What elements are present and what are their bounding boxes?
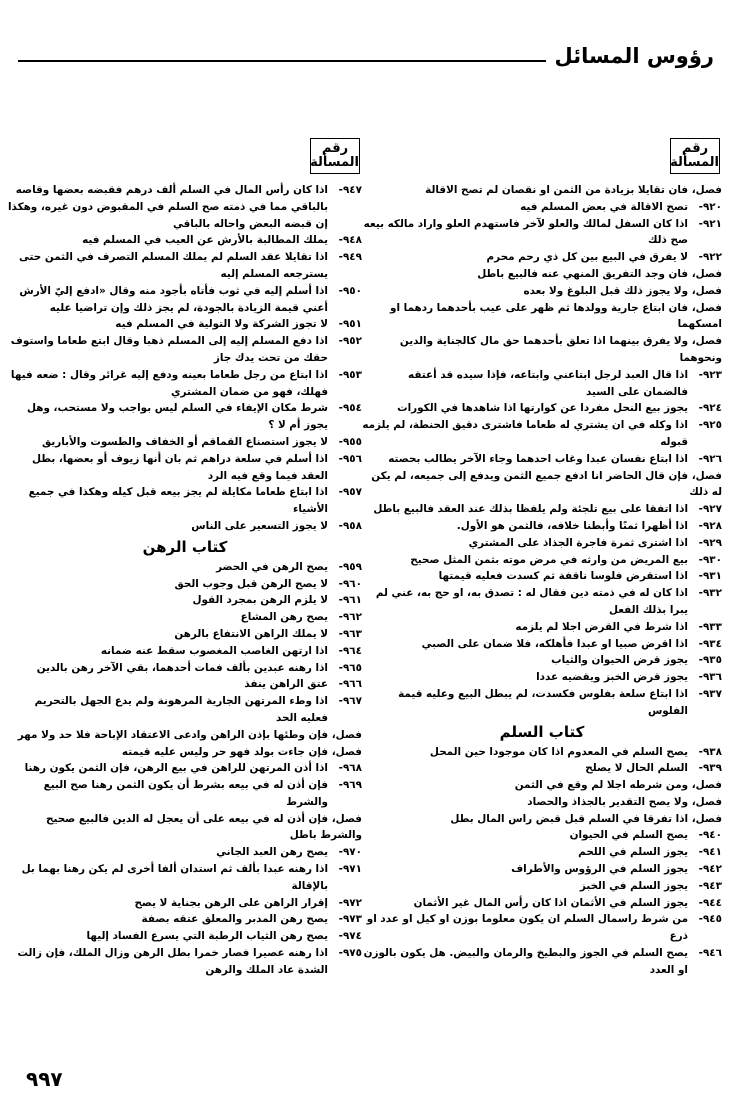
issue-text: فصل، اذا تفرقا في السلم قبل قبض راس المال بطل <box>450 812 722 825</box>
left-column <box>8 138 362 979</box>
issue-entry <box>362 895 722 912</box>
issue-entry <box>362 652 722 669</box>
issue-text: فصل، فإن جاءت بولد فهو حر وليس عليه قيمته <box>121 745 362 758</box>
issue-entry <box>362 945 722 979</box>
issue-number: ٩٥٩- <box>338 560 362 573</box>
issue-entry <box>8 609 362 626</box>
issue-entry <box>8 559 362 576</box>
issue-text: اذا ارتهن الغاصب المغصوب سقط عنه ضمانه <box>100 644 328 657</box>
issue-number: ٩٦٤- <box>338 644 362 657</box>
issue-entry <box>8 928 362 945</box>
issue-subentry <box>362 266 722 283</box>
issue-text: اذا ابتاع سلعة بفلوس فكسدت، لم يبطل البيع وعليه قيمة الفلوس <box>398 687 688 717</box>
issue-text: اذا دفع المسلم إليه إلى المسلم ذهبا وقال ابتع طعاما واستوف حقك من تحت يدك جاز <box>10 335 328 364</box>
issue-number: ٩٤٢- <box>698 863 722 876</box>
issue-number: ٩٥٧- <box>338 486 362 499</box>
issue-text: لا يجوز استصناع القماقم أو الخفاف والطسوت والأباريق <box>41 435 328 448</box>
issue-number: ٩٥٤- <box>338 402 362 415</box>
right-column <box>362 138 722 979</box>
issue-text: يجوز السلم في الرؤوس والأطراف <box>511 863 688 876</box>
issue-entry <box>8 367 362 401</box>
issue-subentry <box>362 283 722 300</box>
issue-text: فصل، ولا يفرق بينهما اذا تعلق بأحدهما حق مال كالجناية والدين ونحوهما <box>399 335 722 364</box>
issue-number: ٩٧٢- <box>338 896 362 909</box>
issue-text: فصل، ولا يصح التقدير بالجذاذ والحصاد <box>527 795 722 808</box>
issue-text: عتق الراهن ينفذ <box>244 678 328 691</box>
issue-subentry <box>8 727 362 744</box>
issue-entry <box>362 501 722 518</box>
issue-number: ٩٦٥- <box>338 661 362 674</box>
issue-number: ٩٧٣- <box>338 913 362 926</box>
issue-entry <box>362 417 722 451</box>
issue-text: اذا كان السفل لمالك والعلو لآخر فاستهدم العلو واراد مالكه بيعه صح ذلك <box>363 217 688 247</box>
issue-entry <box>362 669 722 686</box>
issue-entry <box>8 660 362 677</box>
issue-number: ٩٦٢- <box>338 611 362 624</box>
issue-text: اذا رهنه عبدين بألف فمات أحدهما، بقي الآخر رهن بالدين <box>36 661 328 674</box>
issue-entry <box>362 760 722 777</box>
issue-number: ٩٤٧- <box>338 184 362 196</box>
issue-text: فصل، فإن وطئها بإذن الراهن وادعى الاعتقاد الإباحة فلا حد ولا مهر <box>17 728 362 741</box>
issue-number: ٩٦٦- <box>338 678 362 691</box>
right-entries <box>362 182 722 979</box>
issue-number: ٩٥٨- <box>338 519 362 532</box>
issue-number: ٩٤٩- <box>338 251 362 264</box>
issue-text: يصح السلم في الجوز والبطيخ والرمان والبيض. هل يكون بالوزن او العدد <box>363 947 688 976</box>
issue-entry <box>362 585 722 619</box>
issue-entry <box>8 434 362 451</box>
running-title: رؤوس المسائل <box>554 44 714 68</box>
issue-entry <box>362 911 722 945</box>
header-rule <box>18 60 546 62</box>
issue-text: يصح السلم في الحيوان <box>569 829 688 842</box>
issue-subentry <box>362 182 722 199</box>
issue-number: ٩٦٧- <box>338 695 362 708</box>
issue-entry <box>8 777 362 811</box>
issue-text: فصل، فان تقايلا بزيادة من الثمن او نقصان لم تصح الاقالة <box>425 184 722 196</box>
issue-number-label: رقم المسألة <box>670 138 720 174</box>
issue-text: اذا رهنه عصيرا فصار خمرا بطل الرهن وزال الملك، فإن زالت الشدة عاد الملك والرهن <box>17 947 328 976</box>
issue-number: ٩٢٩- <box>698 536 722 549</box>
issue-text: لا تجوز الشركة ولا التولية في المسلم فيه <box>115 318 328 331</box>
issue-text: يصح السلم في المعدوم اذا كان موجودا حين المحل <box>429 745 688 758</box>
issue-entry <box>362 249 722 266</box>
issue-entry <box>8 249 362 283</box>
issue-number: ٩٦٨- <box>338 762 362 775</box>
issue-number: ٩٧٥- <box>338 947 362 960</box>
issue-subentry <box>362 811 722 828</box>
issue-text: اذا تقايلا عقد السلم لم يملك المسلم التصرف في الثمن حتى يسترجعه المسلم إليه <box>19 251 328 280</box>
issue-number: ٩٤٣- <box>698 879 722 892</box>
issue-entry <box>362 861 722 878</box>
issue-subentry <box>8 744 362 761</box>
issue-subentry <box>362 300 722 334</box>
issue-number: ٩٣٨- <box>698 745 722 758</box>
issue-number: ٩٧١- <box>338 863 362 876</box>
issue-entry <box>362 400 722 417</box>
issue-text: فصل، فإن أذن له في بيعه على أن يعجل له الدين فالبيع صحيح والشرط باطل <box>45 812 362 842</box>
issue-text: اذا ابتاع نفسان عبدا وغاب احدهما وجاء الآخر يطالب بحصته <box>388 452 688 465</box>
issue-entry <box>8 451 362 485</box>
issue-entry <box>8 760 362 777</box>
issue-text: يصح رهن العبد الجاني <box>216 846 328 859</box>
issue-number-label: رقم المسألة <box>310 138 360 174</box>
issue-entry <box>8 643 362 660</box>
issue-text: من شرط راسمال السلم ان يكون معلوما بوزن او كيل او عدد او ذرع <box>366 913 688 943</box>
issue-number: ٩٧٤- <box>338 930 362 943</box>
issue-text: فصل، فان ابتاع جارية وولدها ثم ظهر على عيب بأحدهما ردهما او امسكهما <box>390 301 722 331</box>
issue-text: إقرار الراهن على الرهن بجناية لا يصح <box>134 896 328 909</box>
issue-number: ٩٢٥- <box>698 419 722 432</box>
issue-text: فصل، فإن قال الحاضر انا ادفع جميع الثمن ويدفع إلى جميعه، لم يكن له ذلك <box>371 469 722 499</box>
issue-text: اذا أذن المرتهن للراهن في بيع الرهن، فإن الثمن يكون رهنا <box>24 762 328 775</box>
issue-number: ٩٢٧- <box>698 503 722 516</box>
issue-number: ٩٢٤- <box>698 402 722 415</box>
issue-text: اذا ابتاع طعاما مكايلة لم يجز بيعه قبل كيله وهكذا في جميع الأشياء <box>28 486 328 516</box>
issue-entry <box>362 535 722 552</box>
issue-text: يصح رهن الثياب الرطبة التي يسرع الفساد إليها <box>86 930 328 943</box>
issue-number: ٩٣٢- <box>698 587 722 600</box>
issue-entry <box>8 283 362 317</box>
issue-number: ٩٦١- <box>338 594 362 607</box>
issue-subentry <box>8 811 362 845</box>
issue-text: بيع المريض من وارثه في مرض موته بثمن المثل صحيح <box>410 553 688 566</box>
page-number: ٩٩٧ <box>26 1067 63 1091</box>
issue-text: لا يملك الراهن الانتفاع بالرهن <box>174 627 328 640</box>
issue-number: ٩٣٦- <box>698 671 722 684</box>
issue-number: ٩٦٠- <box>338 577 362 590</box>
issue-text: يصح الرهن في الحضر <box>216 560 328 573</box>
issue-number: ٩٤١- <box>698 846 722 859</box>
issue-number: ٩٣٩- <box>698 762 722 775</box>
issue-entry <box>8 693 362 727</box>
issue-entry <box>8 626 362 643</box>
issue-text: السلم الحال لا يصلح <box>585 762 688 775</box>
issue-text: اذا اتفقا على بيع تلجئة ولم يلفظا بذلك عند العقد فالبيع باطل <box>373 503 688 516</box>
issue-number: ٩٥٥- <box>338 435 362 448</box>
issue-number: ٩٢٦- <box>698 452 722 465</box>
issue-text: لا يصح الرهن قبل وجوب الحق <box>174 577 328 590</box>
issue-text: تصح الاقالة في بعض المسلم فيه <box>520 200 688 213</box>
issue-entry <box>8 911 362 928</box>
left-entries <box>8 182 362 979</box>
issue-entry <box>362 878 722 895</box>
issue-number: ٩٢٣- <box>698 368 722 381</box>
issue-entry <box>362 744 722 761</box>
issue-entry <box>362 636 722 653</box>
issue-number: ٩٣٥- <box>698 654 722 667</box>
issue-text: اذا شرط في القرض اجلا لم يلزمه <box>515 620 688 633</box>
issue-text: اذا ابتاع من رجل طعاما بعينه ودفع إليه غرائر وقال : ضعه فيها فهلك، فهو من ضمان المشتري <box>10 368 328 398</box>
issue-entry <box>8 182 362 232</box>
issue-text: اذا كان له في ذمته دين فقال له : تصدق به، او حج به، عني لم يبرا بذلك الفعل <box>375 587 688 616</box>
issue-text: اذا وطء المرتهن الجارية المرهونة ولم يدع الجهل بالتحريم فعليه الحد <box>34 695 328 724</box>
issue-entry <box>8 895 362 912</box>
issue-number: ٩٤٤- <box>698 896 722 909</box>
issue-text: يصح رهن المشاع <box>240 611 328 624</box>
issue-number: ٩٣٧- <box>698 687 722 700</box>
issue-number: ٩٢٢- <box>698 251 722 264</box>
issue-text: يملك المطالبة بالأرش عن العيب في المسلم فيه <box>82 234 328 247</box>
issue-text: اذا اشترى ثمرة فاجرة الجذاذ على المشتري <box>468 536 688 549</box>
issue-text: يجوز السلم في اللحم <box>578 846 688 859</box>
issue-subentry <box>362 468 722 502</box>
issue-number: ٩٢٠- <box>698 200 722 213</box>
issue-number: ٩٤٠- <box>698 829 722 842</box>
issue-text: لا يلزم الرهن بمجرد القول <box>192 594 328 607</box>
issue-entry <box>362 552 722 569</box>
issue-text: فصل، ومن شرطه اجلا لم وقع في الثمن <box>514 779 722 792</box>
issue-number: ٩٣١- <box>698 570 722 583</box>
issue-text: شرط مكان الإيفاء في السلم ليس بواجب ولا مستحب، وهل يجوز أم لا ؟ <box>26 402 328 432</box>
issue-entry <box>8 945 362 979</box>
issue-subentry <box>362 333 722 367</box>
issue-entry <box>362 451 722 468</box>
issue-text: يجوز قرض الخبز ويقضيه عددا <box>536 671 688 684</box>
issue-entry <box>362 844 722 861</box>
issue-subentry <box>362 777 722 794</box>
issue-text: اذا اقرض صبيا او عبدا فأهلكه، فلا ضمان على الصبي <box>421 637 688 650</box>
issue-text: لا يجوز التسعير على الناس <box>191 519 328 532</box>
issue-entry <box>362 686 722 720</box>
page-header <box>18 38 714 68</box>
issue-entry <box>8 333 362 367</box>
issue-number: ٩٤٥- <box>698 913 722 926</box>
issue-entry <box>362 216 722 250</box>
issue-entry <box>8 676 362 693</box>
issue-number: ٩٥٠- <box>338 284 362 297</box>
issue-number: ٩٣٠- <box>698 553 722 566</box>
issue-entry <box>8 400 362 434</box>
issue-entry <box>8 861 362 895</box>
issue-entry <box>362 199 722 216</box>
issue-number: ٩٤٨- <box>338 234 362 247</box>
issue-number: ٩٥١- <box>338 318 362 331</box>
issue-entry <box>362 367 722 401</box>
issue-number: ٩٥٢- <box>338 335 362 348</box>
issue-text: يصح رهن المدبر والمعلق عتقه بصفة <box>141 913 328 926</box>
issue-entry <box>8 844 362 861</box>
issue-number: ٩٦٩- <box>338 779 362 792</box>
issue-text: اذا رهنه عبدا بألف ثم استدان ألفا أخرى لم يكن رهنا بهما بل بالإقالة <box>21 863 328 892</box>
issue-text: فإن أذن له في بيعه بشرط أن يكون الثمن رهنا صح البيع والشرط <box>43 779 328 808</box>
issue-text: اذا كان رأس المال في السلم ألف درهم فقبضه بعضها وقاصه بالباقي مما في ذمته صح السلم في المقبوض دون غيره، وهكذا إن قبضه البعض واحاله بالباقي <box>8 184 328 230</box>
issue-subentry <box>362 794 722 811</box>
issue-number: ٩٤٦- <box>698 947 722 960</box>
issue-entry <box>8 592 362 609</box>
section-title: كتاب الرهن <box>142 537 228 556</box>
issue-text: يجوز السلم في الخبز <box>579 879 688 892</box>
issue-text: اذا قال العبد لرجل ابتاعني وابتاعه، فإذا سيده قد أعتقه فالضمان على السيد <box>408 368 688 398</box>
issue-entry <box>8 484 362 518</box>
issue-text: فصل، فان وجد التفريق المنهي عنه فالبيع باطل <box>477 267 722 280</box>
issue-text: يجوز قرض الحيوان والثياب <box>551 654 688 667</box>
section-title: كتاب السلم <box>499 722 585 741</box>
issue-entry <box>362 827 722 844</box>
issue-entry <box>362 518 722 535</box>
issue-text: اذا أسلم إليه في ثوب فأتاه بأجود منه وقال «ادفع إليّ الأرش أعني قيمة الزيادة بالجودة، لم يجز ذلك وإن تراضيا عليه <box>19 284 328 314</box>
issue-number: ٩٥٦- <box>338 452 362 465</box>
issue-entry <box>362 619 722 636</box>
issue-text: اذا أظهرا ثمنًا وأبطنا خلافه، فالثمن هو الأول. <box>456 519 688 532</box>
issue-entry <box>8 518 362 535</box>
issue-number: ٩٦٣- <box>338 627 362 640</box>
issue-text: يجوز السلم في الأثمان اذا كان رأس المال غير الأثمان <box>413 896 688 909</box>
issue-entry <box>8 576 362 593</box>
issue-text: اذا وكله في ان يشتري له طعاما فاشترى دقيق الحنطة، لم يلزمه قبوله <box>362 419 688 448</box>
issue-text: يجوز بيع النحل مفردا عن كوارتها اذا شاهدها في الكورات <box>397 402 688 415</box>
issue-text: اذا استقرض فلوسا ناقفة ثم كسدت فعليه قيمتها <box>438 570 688 583</box>
issue-number: ٩٧٠- <box>338 846 362 859</box>
issue-text: اذا أسلم في سلعة دراهم ثم بان أنها زيوف أو بعضها، بطل العقد فيما وقع فيه الرد <box>31 452 328 482</box>
issue-text: فصل، ولا يجوز ذلك قبل البلوغ ولا بعده <box>523 284 722 297</box>
issue-number: ٩٣٣- <box>698 620 722 633</box>
issue-entry <box>8 232 362 249</box>
issue-entry <box>8 316 362 333</box>
issue-number: ٩٢١- <box>698 217 722 230</box>
issue-number: ٩٥٣- <box>338 368 362 381</box>
issue-entry <box>362 568 722 585</box>
issue-text: لا يفرق في البيع بين كل ذي رحم محرم <box>486 251 688 264</box>
issue-number: ٩٣٤- <box>698 637 722 650</box>
issue-number: ٩٢٨- <box>698 519 722 532</box>
